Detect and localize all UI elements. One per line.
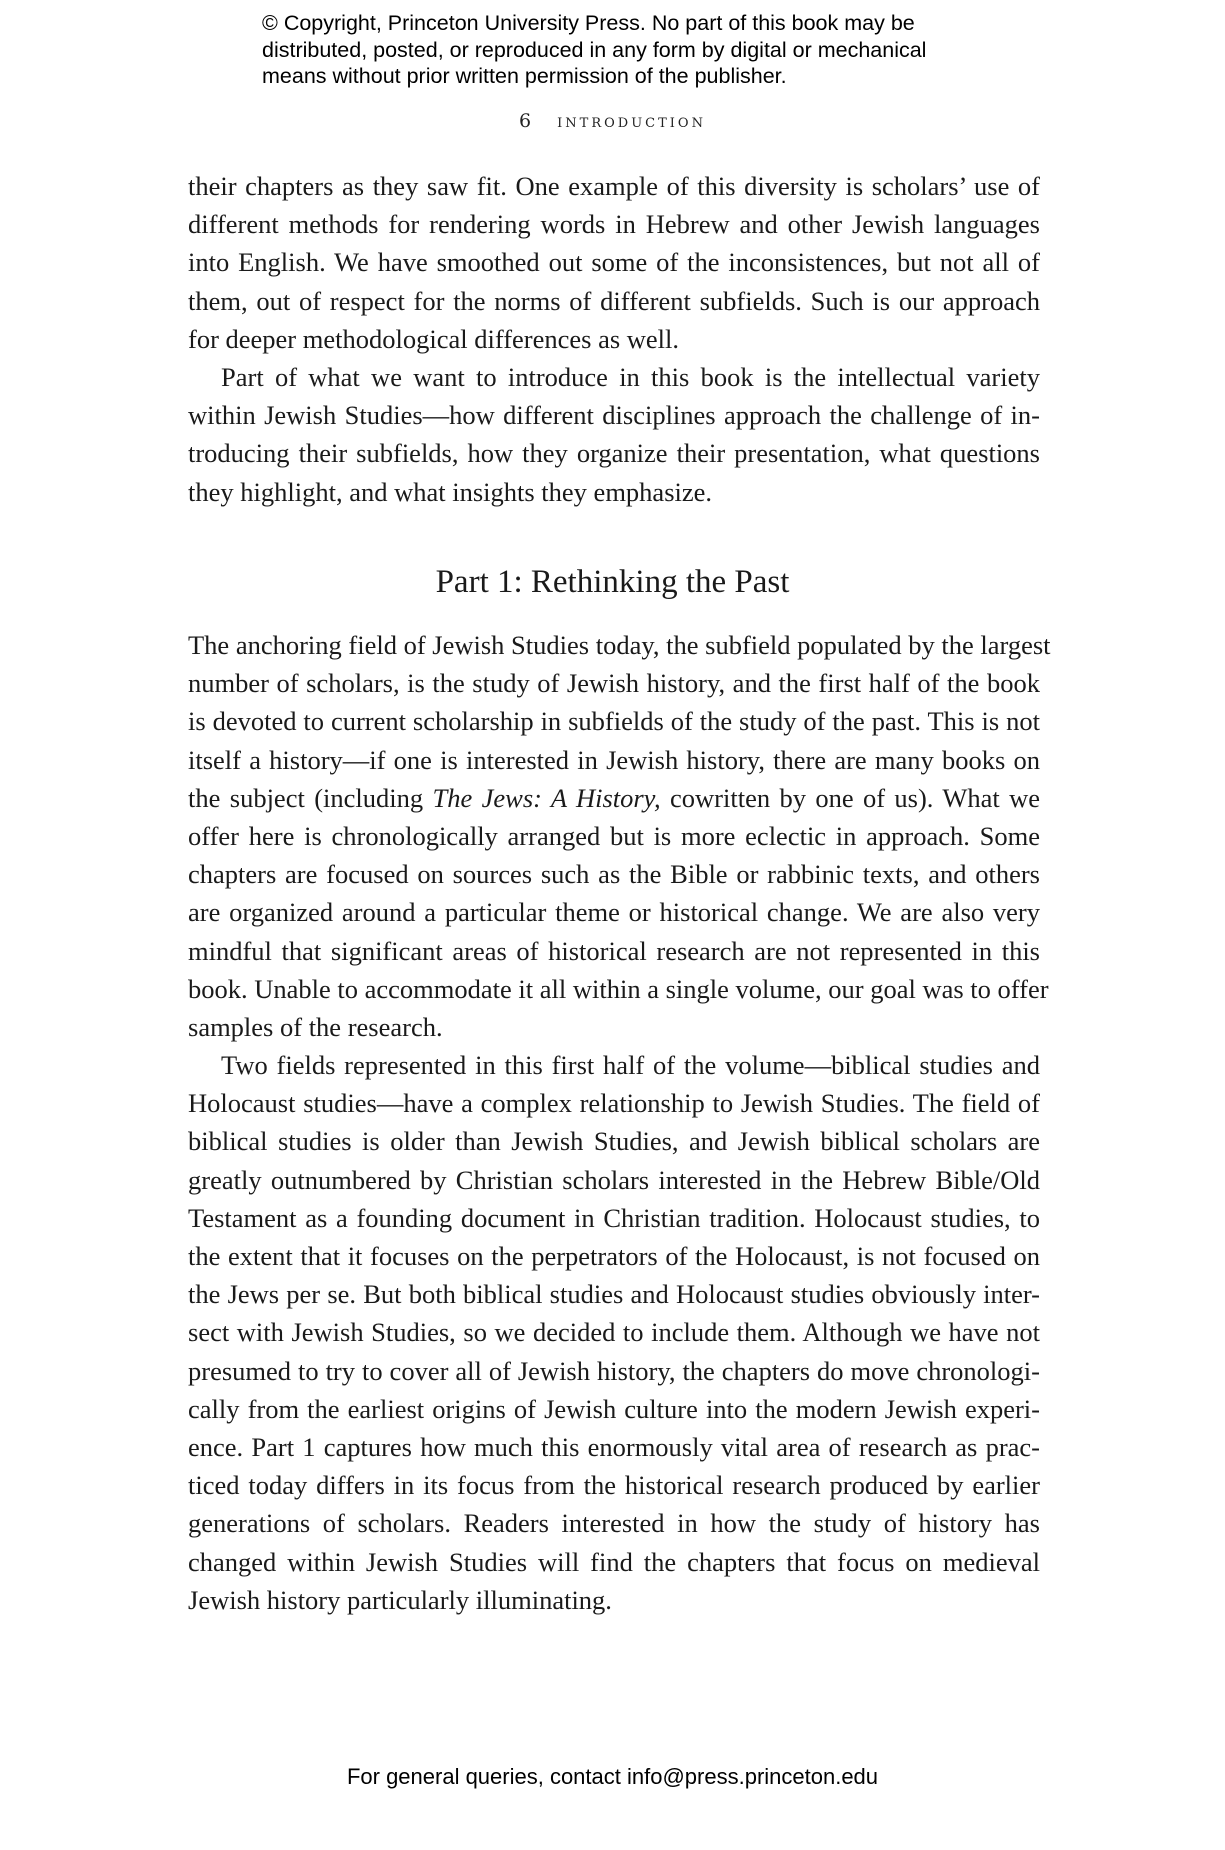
running-title: introduction bbox=[557, 110, 706, 132]
text-line: mindful that significant areas of historical research are not represented in this bbox=[188, 935, 1040, 966]
section-heading: Part 1: Rethinking the Past bbox=[435, 564, 790, 600]
text-line: generations of scholars. Readers interested in how the study of history has bbox=[188, 1508, 1040, 1539]
text-line: Jewish history particularly illuminating. bbox=[188, 1584, 612, 1615]
text-segment: the subject (including bbox=[188, 782, 433, 813]
book-title: The Jews: A History, bbox=[432, 782, 661, 813]
text-segment: cowritten by one of us). What we bbox=[660, 782, 1040, 813]
copyright-notice bbox=[262, 10, 1022, 90]
text-line: itself a history—if one is interested in Jewish history, there are many books on bbox=[188, 744, 1040, 775]
copyright-line: © Copyright, Princeton University Press. No part of this book may be bbox=[262, 11, 915, 35]
text-line: The anchoring field of Jewish Studies today, the subfield populated by the largest bbox=[188, 630, 1051, 660]
text-line: presumed to try to cover all of Jewish history, the chapters do move chronologi- bbox=[188, 1355, 1040, 1386]
text-line: Holocaust studies—have a complex relationship to Jewish Studies. The field of bbox=[188, 1088, 1040, 1119]
text-line: cally from the earliest origins of Jewish culture into the modern Jewish experi- bbox=[188, 1393, 1040, 1424]
text-line: offer here is chronologically arranged but is more eclectic in approach. Some bbox=[188, 820, 1040, 851]
text-line: different methods for rendering words in Hebrew and other Jewish languages bbox=[188, 209, 1040, 240]
text-line: they highlight, and what insights they emphasize. bbox=[188, 476, 713, 507]
text-line: into English. We have smoothed out some of the inconsistences, but not all of bbox=[188, 247, 1040, 278]
text-line: sect with Jewish Studies, so we decided to include them. Although we have not bbox=[188, 1317, 1040, 1348]
page-number: 6 bbox=[519, 110, 532, 132]
text-line: troducing their subfields, how they organize their presentation, what questions bbox=[188, 438, 1040, 469]
body-text-block bbox=[188, 626, 1051, 1619]
text-line: the extent that it focuses on the perpetrators of the Holocaust, is not focused on bbox=[188, 1241, 1040, 1271]
text-line: for deeper methodological differences as well. bbox=[188, 323, 680, 354]
text-line: number of scholars, is the study of Jewish history, and the first half of the book bbox=[188, 668, 1040, 699]
text-line: Part of what we want to introduce in this book is the intellectual variety bbox=[221, 361, 1040, 392]
text-line: Two fields represented in this first half of the volume—biblical studies and bbox=[221, 1050, 1040, 1081]
text-line: within Jewish Studies—how different disciplines approach the challenge of in- bbox=[188, 400, 1040, 431]
text-line: greatly outnumbered by Christian scholars interested in the Hebrew Bible/Old bbox=[188, 1164, 1040, 1195]
text-line: the Jews per se. But both biblical studies and Holocaust studies obviously inter- bbox=[188, 1279, 1040, 1310]
text-line: biblical studies is older than Jewish Studies, and Jewish biblical scholars are bbox=[188, 1126, 1040, 1157]
running-head bbox=[0, 110, 1225, 132]
body-text-block bbox=[188, 167, 1040, 511]
text-line: their chapters as they saw fit. One example of this diversity is scholars’ use of bbox=[188, 171, 1040, 201]
text-line: them, out of respect for the norms of different subfields. Such is our approach bbox=[188, 285, 1040, 316]
text-line: changed within Jewish Studies will find the chapters that focus on medieval bbox=[188, 1546, 1040, 1577]
text-line: ence. Part 1 captures how much this enormously vital area of research as prac- bbox=[188, 1431, 1040, 1462]
text-line: Testament as a founding document in Christian tradition. Holocaust studies, to bbox=[188, 1202, 1040, 1233]
text-line: are organized around a particular theme or historical change. We are also very bbox=[188, 897, 1040, 928]
text-line: samples of the research. bbox=[188, 1011, 443, 1042]
text-line: is devoted to current scholarship in subfields of the study of the past. This is not bbox=[188, 706, 1040, 737]
text-line-with-title bbox=[188, 779, 1040, 817]
footer-contact: For general queries, contact info@press.princeton.edu bbox=[346, 1764, 879, 1789]
copyright-line: distributed, posted, or reproduced in any form by digital or mechanical bbox=[262, 37, 927, 62]
text-line: book. Unable to accommodate it all within a single volume, our goal was to offer bbox=[188, 973, 1049, 1004]
text-line: ticed today differs in its focus from the historical research produced by earlier bbox=[188, 1470, 1040, 1501]
copyright-line: means without prior written permission of the publisher. bbox=[262, 64, 787, 88]
text-line: chapters are focused on sources such as the Bible or rabbinic texts, and others bbox=[188, 859, 1040, 890]
